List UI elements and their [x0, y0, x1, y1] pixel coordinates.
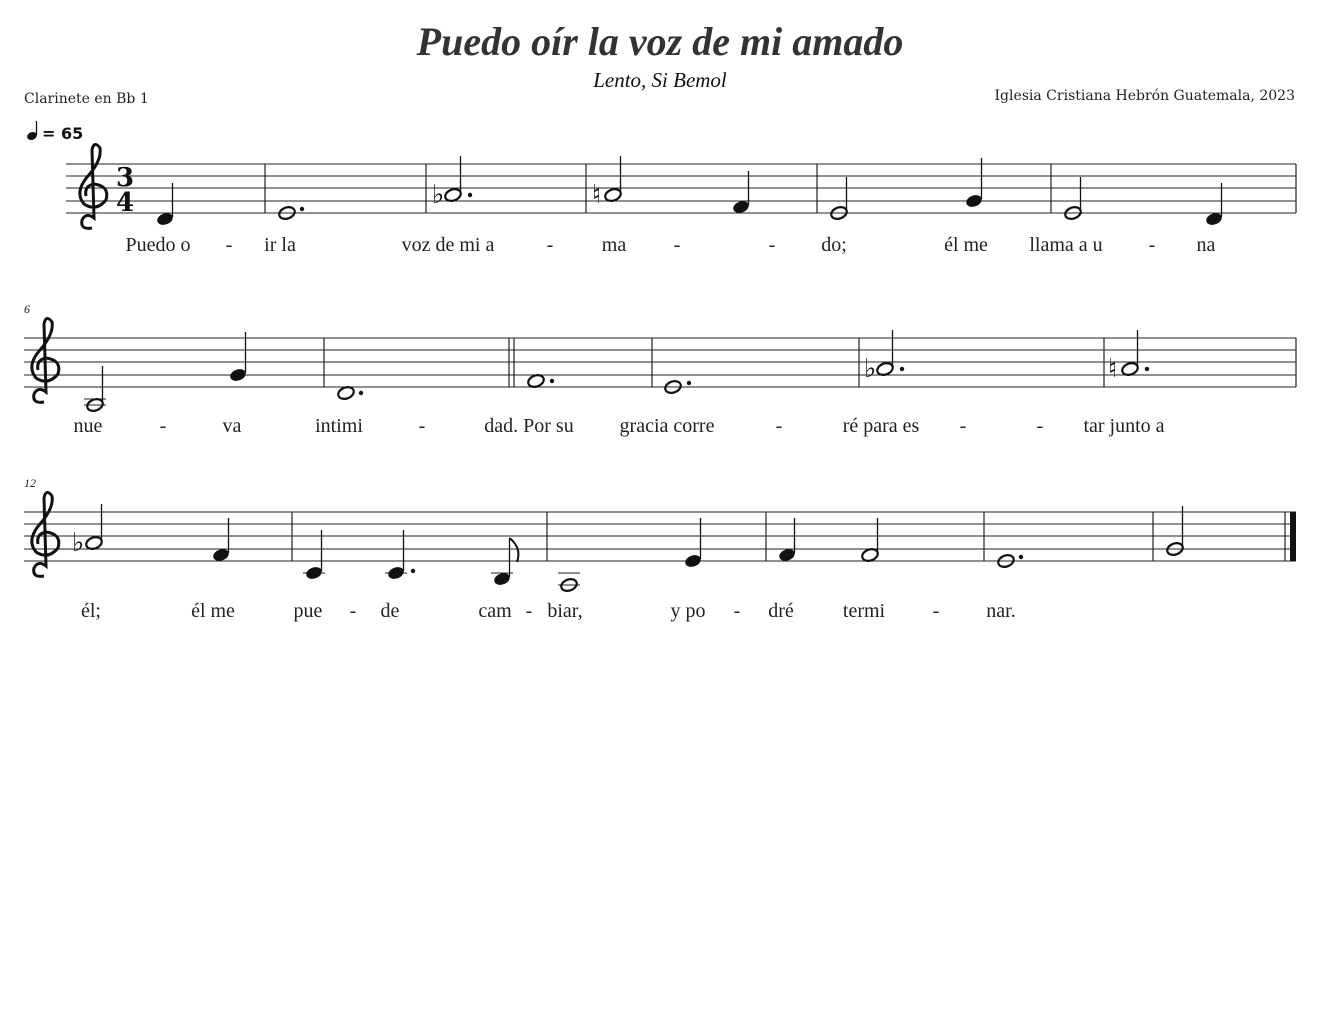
- note-c4-dotted-quarter: [385, 530, 415, 581]
- measure-number: 12: [24, 476, 36, 490]
- lyric-syllable: nar.: [986, 600, 1016, 622]
- lyric-hyphen: -: [1036, 415, 1044, 437]
- note-c4-quarter: [303, 530, 325, 581]
- instrument-label: Clarinete en Bb 1: [24, 91, 149, 107]
- lyric-hyphen: -: [225, 234, 233, 256]
- lyric-syllable: termi: [842, 600, 886, 622]
- lyric-syllable: va: [222, 415, 242, 437]
- flag-icon: [510, 538, 519, 562]
- natural-icon: ♮: [592, 180, 602, 210]
- note-f4-half: [861, 518, 880, 563]
- lyric-hyphen: -: [775, 415, 783, 437]
- note-e4-half: [830, 177, 849, 221]
- lyric-syllable: ir la: [264, 234, 296, 256]
- lyric-syllable: nue: [73, 415, 103, 437]
- lyric-syllable: cam: [478, 600, 512, 622]
- lyric-hyphen: -: [546, 234, 554, 256]
- lyric-syllable: gracia corre: [619, 415, 715, 437]
- final-barline: [1290, 512, 1296, 561]
- note-e4-half: [1064, 177, 1083, 221]
- flat-icon: ♭: [864, 354, 877, 384]
- treble-clef-icon: [80, 144, 107, 228]
- lyric-syllable: él;: [81, 600, 101, 622]
- lyric-syllable: dré: [768, 600, 794, 622]
- score-title: Puedo oír la voz de mi amado: [416, 19, 904, 64]
- lyric-hyphen: -: [673, 234, 681, 256]
- lyric-hyphen: -: [349, 600, 357, 622]
- lyric-hyphen: -: [733, 600, 741, 622]
- note-e4-quarter: [684, 518, 703, 569]
- lyric-syllable: pue: [293, 600, 323, 622]
- note-f4-quarter: [212, 518, 231, 563]
- tempo-value: = 65: [42, 124, 84, 143]
- lyric-syllable: él me: [944, 234, 988, 256]
- treble-clef-icon: [32, 318, 59, 402]
- note-b3-half: [84, 366, 106, 413]
- staff-system-2: [24, 302, 1296, 437]
- lyric-syllable: de: [380, 600, 400, 622]
- flat-icon: ♭: [72, 528, 85, 558]
- lyric-syllable: llama a u: [1029, 234, 1103, 256]
- lyric-syllable: dad. Por su: [484, 415, 574, 437]
- lyric-hyphen: -: [932, 600, 940, 622]
- time-signature-bottom: 4: [116, 188, 135, 218]
- treble-clef-icon: [32, 492, 59, 576]
- lyric-hyphen: -: [418, 415, 426, 437]
- lyric-syllable: él me: [191, 600, 235, 622]
- lyric-syllable: tar junto a: [1083, 415, 1165, 437]
- lyric-hyphen: -: [1148, 234, 1156, 256]
- note-f4-quarter: [778, 518, 797, 563]
- lyric-syllable: intimi: [315, 415, 363, 437]
- lyric-syllable: do;: [821, 234, 847, 256]
- note-d4-quarter: [1205, 183, 1224, 227]
- note-g4-quarter: [229, 332, 248, 383]
- time-signature-top: 3: [116, 163, 135, 193]
- note-a3-half: [558, 573, 580, 593]
- staff-system-3: [24, 476, 1296, 622]
- lyric-syllable: voz de mi a: [401, 234, 495, 256]
- note-d4-quarter: [156, 183, 175, 227]
- lyric-syllable: y po: [670, 600, 706, 622]
- lyric-syllable: na: [1196, 234, 1216, 256]
- note-b3-eighth: [491, 538, 518, 587]
- note-g4-quarter: [965, 158, 984, 209]
- flat-icon: ♭: [432, 180, 445, 210]
- lyric-syllable: ma: [601, 234, 627, 256]
- measure-number: 6: [24, 302, 30, 316]
- lyric-hyphen: -: [959, 415, 967, 437]
- lyric-hyphen: -: [525, 600, 533, 622]
- lyric-syllable: biar,: [547, 600, 583, 622]
- staff-system-1: [66, 144, 1296, 256]
- note-f4-quarter: [732, 171, 751, 215]
- lyric-hyphen: -: [768, 234, 776, 256]
- lyric-syllable: Puedo o: [125, 234, 191, 256]
- lyric-hyphen: -: [159, 415, 167, 437]
- score-subtitle: Lento, Si Bemol: [593, 68, 727, 92]
- natural-icon: ♮: [1108, 354, 1118, 384]
- composer-label: Iglesia Cristiana Hebrón Guatemala, 2023: [994, 88, 1295, 104]
- lyric-syllable: ré para es: [842, 415, 920, 437]
- tempo-marking: [26, 121, 83, 143]
